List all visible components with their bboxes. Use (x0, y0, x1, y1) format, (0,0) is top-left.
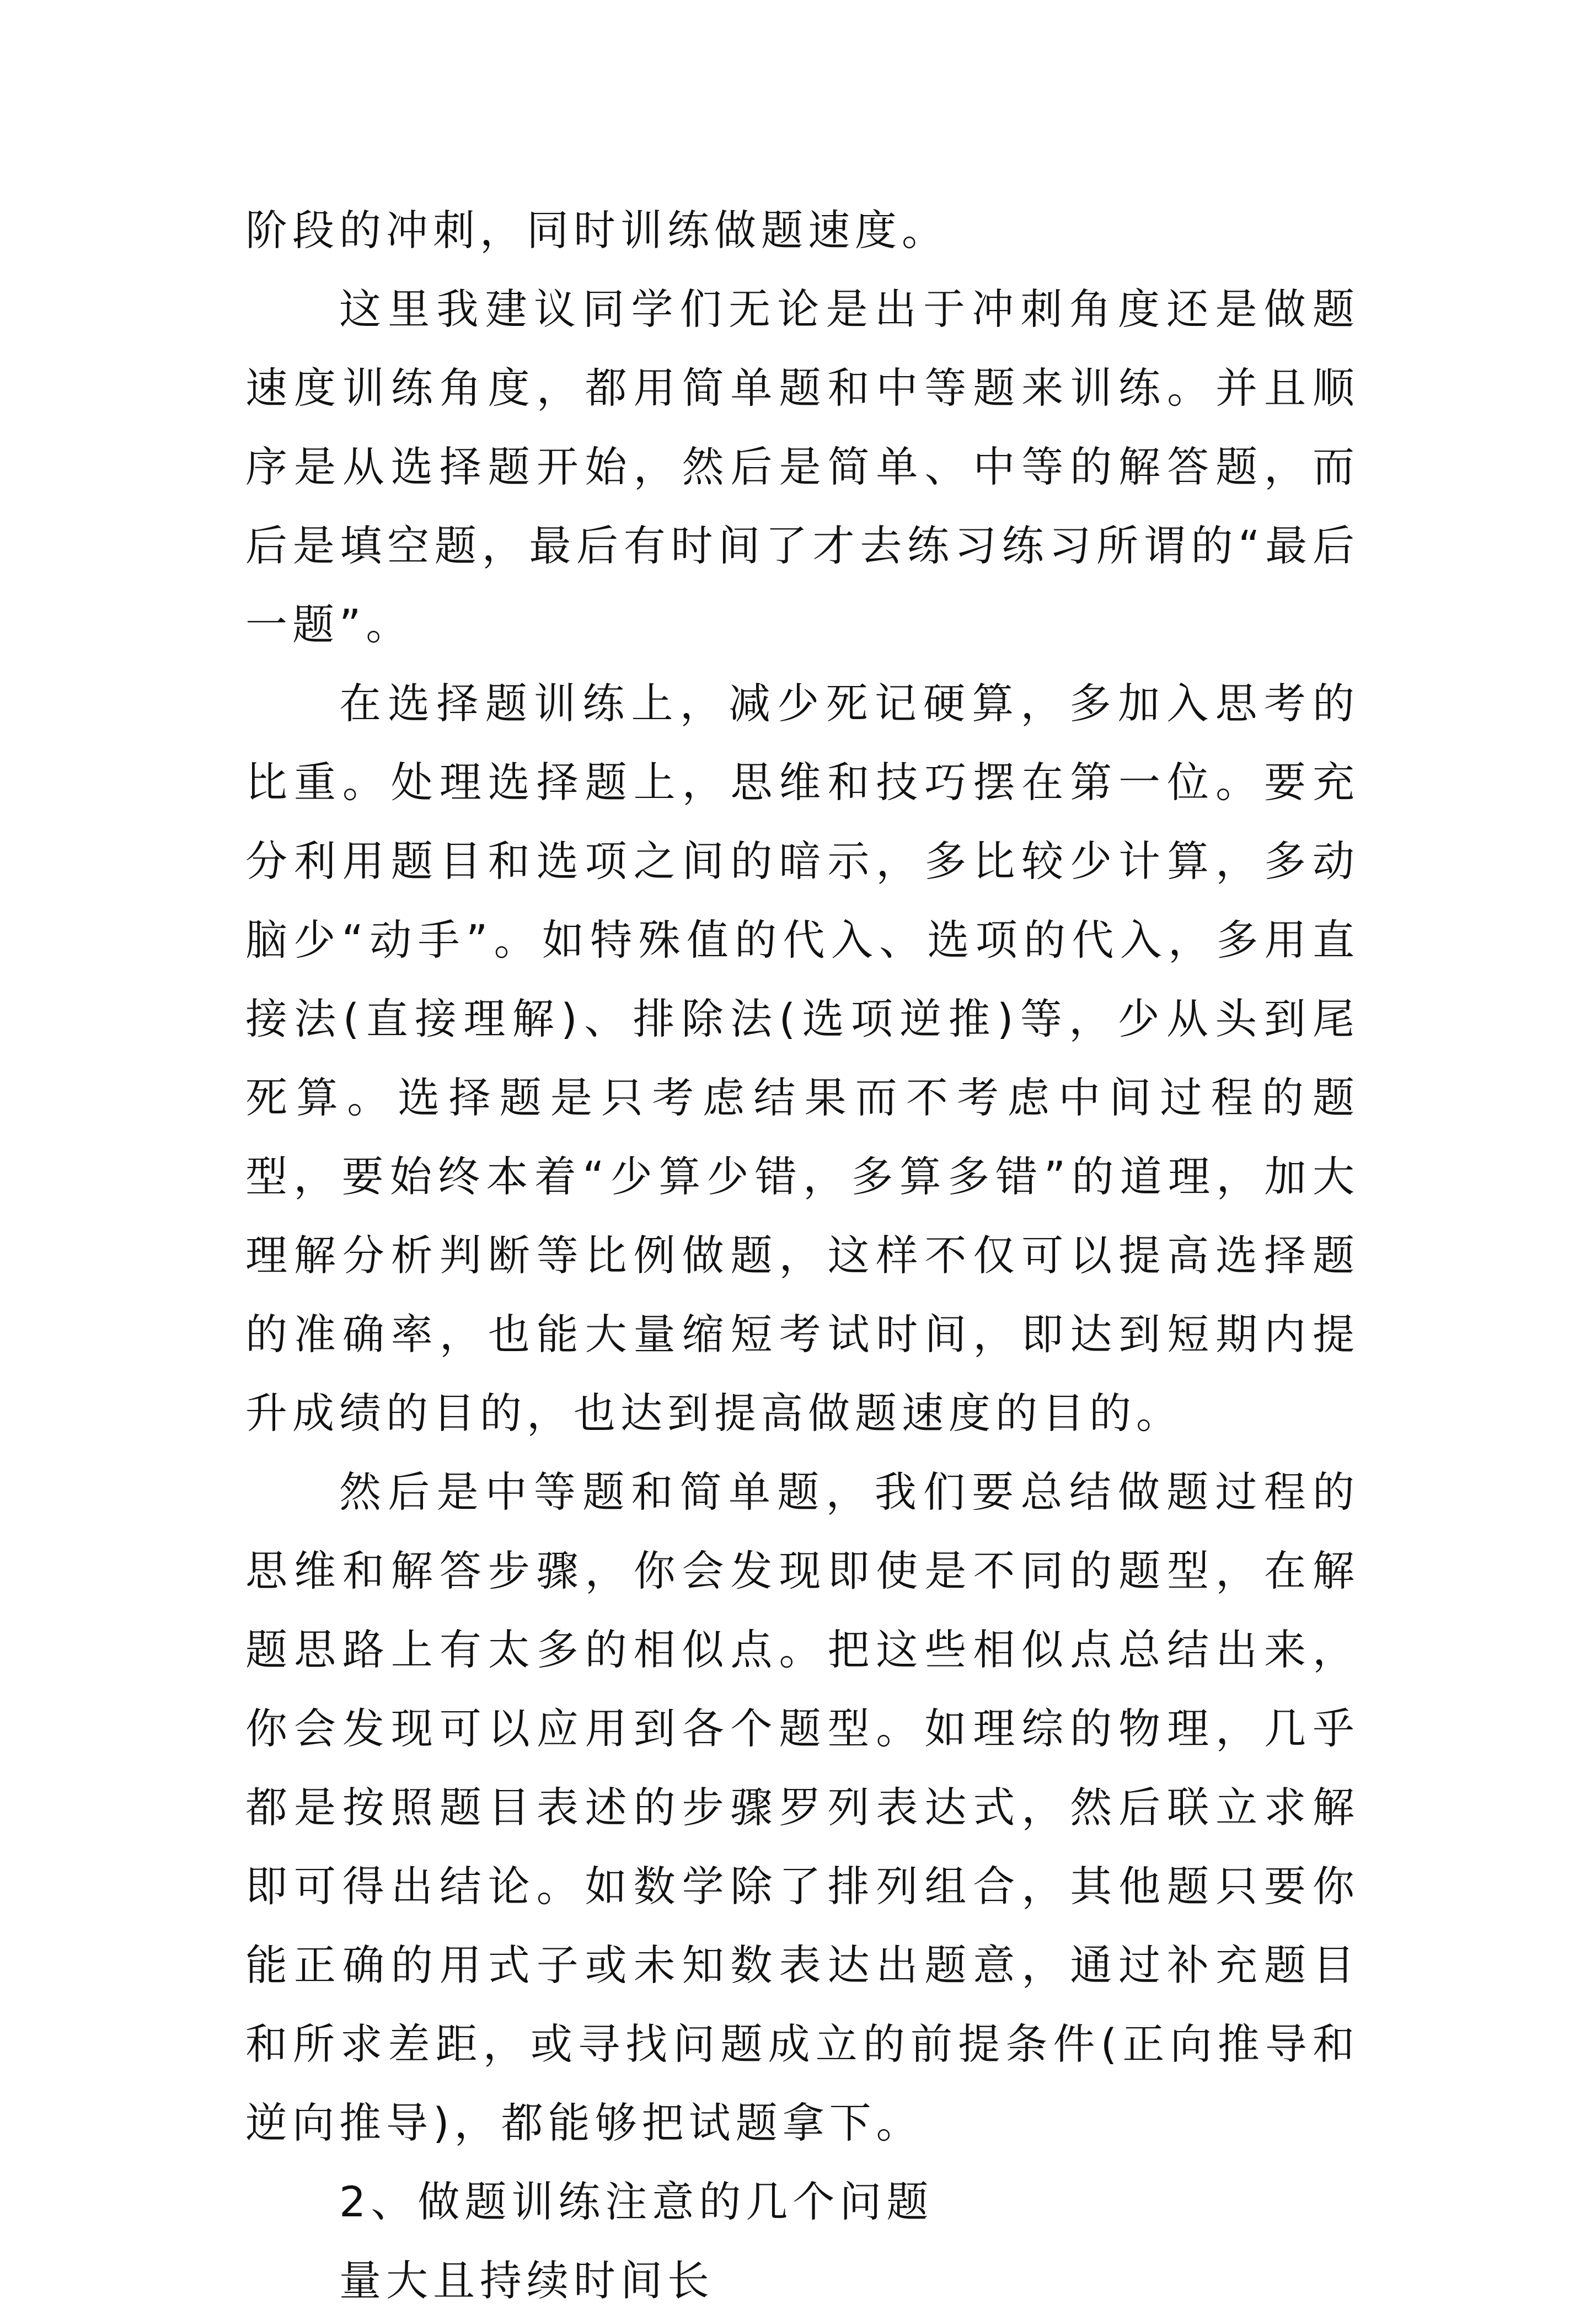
document-body (245, 191, 1359, 2320)
paragraph-continuation: 阶段的冲刺，同时训练做题速度。 (245, 206, 949, 255)
paragraph-multiple-choice-tips: 在选择题训练上，减少死记硬算，多加入思考的比重。处理选择题上，思维和技巧摆在第一位。要充分利用题目和选项之间的暗示，多比较少计算，多动脑少“动手”。如特殊值的代入、选项的代入，多用直接法(直接理解)、排除法(选项逆推)等，少从头到尾死算。选择题是只考虑结果而不考虑中间过程的题型，要始终本着“少算少错，多算多错”的道理，加大理解分析判断等比例做题，这样不仅可以提高选择题的准确率，也能大量缩短考试时间，即达到短期内提升成绩的目的，也达到提高做题速度的目的。 (245, 679, 1359, 1438)
subheading: 量大且持续时间长 (339, 2256, 714, 2305)
paragraph-practice-advice: 这里我建议同学们无论是出于冲刺角度还是做题速度训练角度，都用简单题和中等题来训练。并且顺序是从选择题开始，然后是简单、中等的解答题，而后是填空题，最后有时间了才去练习练习所谓的“最后一题”。 (245, 285, 1359, 649)
paragraph-medium-simple-questions: 然后是中等题和简单题，我们要总结做题过程的思维和解答步骤，你会发现即使是不同的题型，在解题思路上有太多的相似点。把这些相似点总结出来，你会发现可以应用到各个题型。如理综的物理，几乎都是按照题目表述的步骤罗列表达式，然后联立求解即可得出结论。如数学除了排列组合，其他题只要你能正确的用式子或未知数表达出题意，通过补充题目和所求差距，或寻找问题成立的前提条件(正向推导和逆向推导)，都能够把试题拿下。 (245, 1467, 1359, 2147)
section-heading: 2、做题训练注意的几个问题 (339, 2177, 934, 2226)
